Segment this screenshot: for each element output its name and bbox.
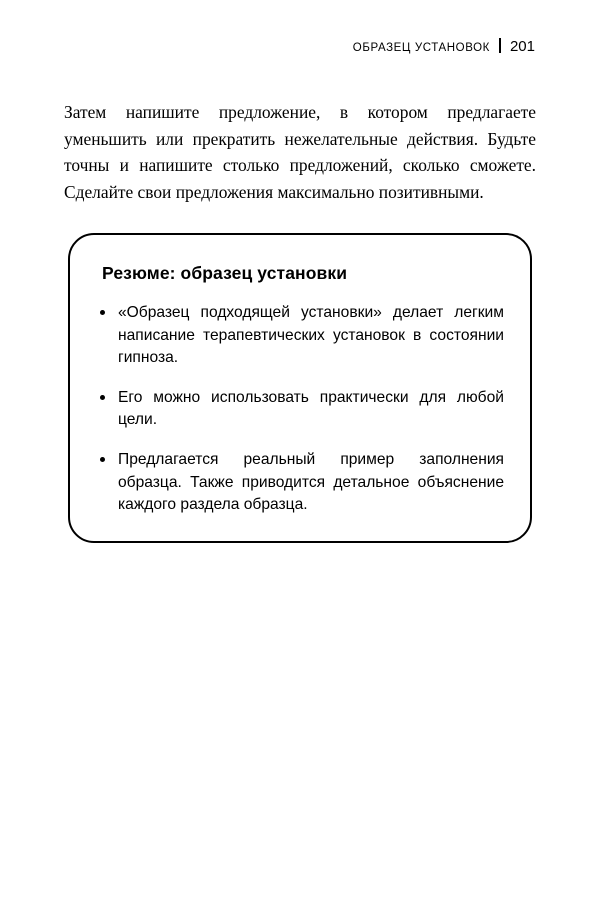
summary-box <box>68 233 532 543</box>
list-item-text: «Образец подходящей установки» делает легким написание терапевтических установок в состоянии гипноза. <box>118 304 504 367</box>
summary-box-title: Резюме: образец установки <box>102 263 348 283</box>
body-paragraph: Затем напишите предложение, в котором предлагаете уменьшить или прекратить нежелательные действия. Будьте точны и напишите столько предложений, сколько сможете. Сделайте свои предложения максимально позитивными. <box>64 102 536 202</box>
summary-bullet-list <box>98 302 504 517</box>
page-number: 201 <box>509 38 535 55</box>
running-head-divider <box>499 38 501 53</box>
bullet-dot-icon <box>100 457 105 462</box>
bullet-dot-icon <box>100 395 105 400</box>
list-item <box>98 302 504 370</box>
list-item <box>98 449 504 517</box>
bullet-dot-icon <box>100 310 105 315</box>
list-item-text: Предлагается реальный пример заполнения образца. Также приводится детальное объяснение каждого раздела образца. <box>118 450 504 514</box>
list-item <box>98 387 504 432</box>
running-head <box>353 36 535 55</box>
running-head-title: ОБРАЗЕЦ УСТАНОВОК <box>352 42 490 54</box>
list-item-text: Его можно использовать практически для любой цели. <box>118 388 504 429</box>
